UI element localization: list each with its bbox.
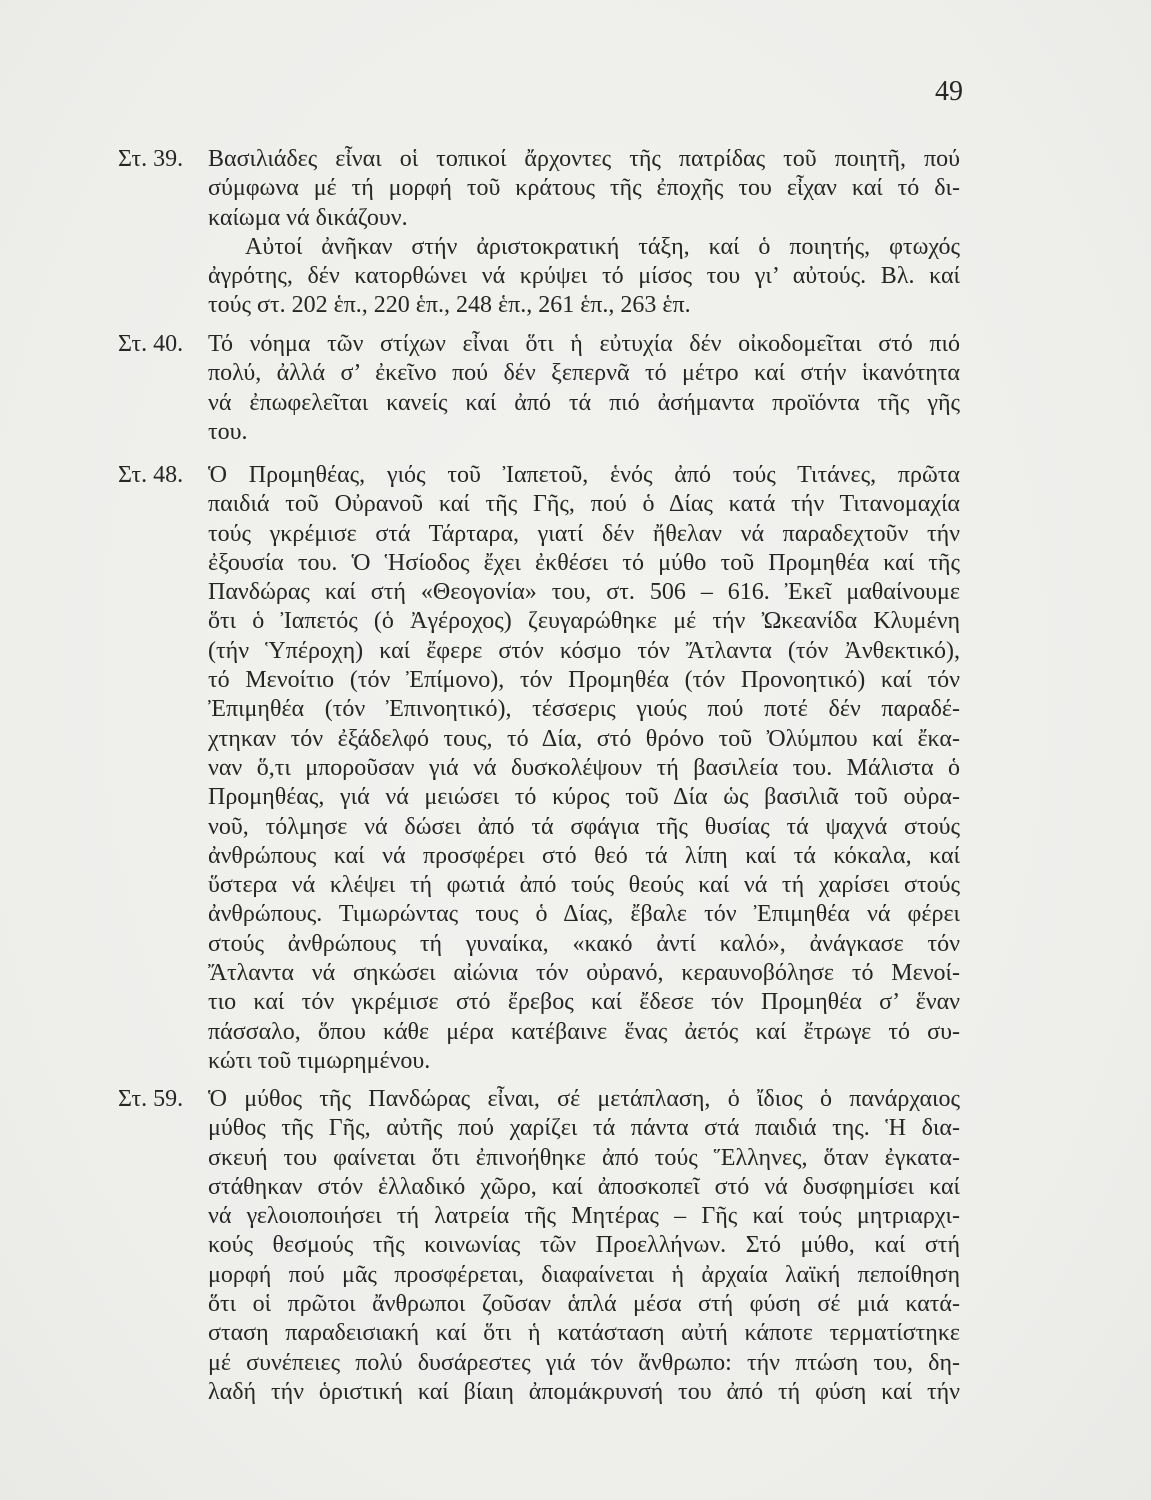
text-line: τό Μενοίτιο (τόν Ἐπίμονο), τόν Προμηθέα (τόν Προνοητικό) καί τόν (208, 667, 960, 694)
text-line: ἀνθρώπους. Τιμωρώντας τους ὁ Δίας, ἔβαλε τόν Ἐπιμηθέα νά φέρει (208, 901, 960, 928)
note-body (208, 145, 960, 321)
text-line: κούς θεσμούς τῆς κοινωνίας τῶν Προελλήνων. Στό μύθο, καί στή (208, 1232, 960, 1259)
note-paragraph (208, 233, 960, 321)
text-line: στούς ἀνθρώπους τή γυναίκα, «κακό ἀντί καλό», ἀνάγκασε τόν (208, 930, 960, 957)
note-paragraph (208, 461, 960, 1076)
text-line: ὅτι ὁ Ἰαπετός (ὁ Ἀγέροχος) ζευγαρώθηκε μέ τήν Ὠκεανίδα Κλυμένη (208, 608, 960, 635)
text-line: τούς γκρέμισε στά Τάρταρα, γιατί δέν ἤθελαν νά παραδεχτοῦν τήν (208, 520, 960, 547)
note-body (208, 461, 960, 1076)
text-line: Ἄτλαντα νά σηκώσει αἰώνια τόν οὐρανό, κεραυνοβόλησε τό Μενοί- (208, 960, 960, 987)
text-line: καίωμα νά δικάζουν. (208, 204, 408, 231)
text-line: σύμφωνα μέ τή μορφή τοῦ κράτους τῆς ἐποχῆς του εἶχαν καί τό δι- (208, 175, 960, 202)
note-verse-48 (118, 461, 960, 1076)
text-line: σταση παραδεισιακή καί ὅτι ἡ κατάσταση αὐτή κάποτε τερματίστηκε (208, 1320, 960, 1347)
note-verse-40 (118, 330, 960, 447)
text-line: παιδιά τοῦ Οὐρανοῦ καί τῆς Γῆς, πού ὁ Δίας κατά τήν Τιτανομαχία (208, 491, 960, 518)
text-line: ἀγρότης, δέν κατορθώνει νά κρύψει τό μίσος του γι’ αὐτούς. Βλ. καί (208, 263, 960, 290)
text-line: Ὁ Προμηθέας, γιός τοῦ Ἰαπετοῦ, ἑνός ἀπό τούς Τιτάνες, πρῶτα (208, 462, 960, 488)
text-line: λαδή τήν ὁριστική καί βίαιη ἀπομάκρυνσή του ἀπό τή φύση καί τήν (208, 1378, 960, 1405)
text-line: ἐξουσία του. Ὁ Ἡσίοδος ἔχει ἐκθέσει τό μύθο τοῦ Προμηθέα καί τῆς (208, 549, 960, 576)
text-line: κώτι τοῦ τιμωρημένου. (208, 1047, 431, 1074)
text-line: Προμηθέας, γιά νά μειώσει τό κύρος τοῦ Δία ὡς βασιλιᾶ τοῦ οὐρα- (208, 784, 960, 811)
text-line: Βασιλιάδες εἶναι οἱ τοπικοί ἄρχοντες τῆς πατρίδας τοῦ ποιητῆ, πού (208, 146, 960, 172)
text-line: πολύ, ἀλλά σ’ ἐκεῖνο πού δέν ξεπερνᾶ τό μέτρο καί στήν ἱκανότητα (208, 360, 960, 387)
note-label: Στ. 39. (118, 146, 184, 172)
note-body (208, 330, 960, 447)
text-line: μέ συνέπειες πολύ δυσάρεστες γιά τόν ἄνθρωπο: τήν πτώση του, δη- (208, 1349, 960, 1376)
text-line: ὅτι οἱ πρῶτοι ἄνθρωποι ζοῦσαν ἁπλά μέσα στή φύση σέ μιά κατά- (208, 1291, 960, 1318)
text-line: Ὁ μύθος τῆς Πανδώρας εἶναι, σέ μετάπλαση, ὁ ἴδιος ὁ πανάρχαιος (208, 1086, 960, 1112)
note-body (208, 1085, 960, 1407)
text-line: τούς στ. 202 ἑπ., 220 ἑπ., 248 ἑπ., 261 ἑπ., 263 ἑπ. (208, 292, 691, 319)
text-line: χτηκαν τόν ἐξάδελφό τους, τό Δία, στό θρόνο τοῦ Ὀλύμπου καί ἔκα- (208, 725, 960, 752)
text-line: Αὐτοί ἀνῆκαν στήν ἀριστοκρατική τάξη, καί ὁ ποιητής, φτωχός (245, 233, 960, 260)
note-verse-59 (118, 1085, 960, 1407)
note-verse-39 (118, 145, 960, 321)
note-paragraph (208, 330, 960, 447)
note-label: Στ. 59. (118, 1086, 184, 1112)
text-line: σκευή του φαίνεται ὅτι ἐπινοήθηκε ἀπό τούς Ἕλληνες, ὅταν ἐγκατα- (208, 1144, 960, 1171)
text-line: στάθηκαν στόν ἑλλαδικό χῶρο, καί ἀποσκοπεῖ στό νά δυσφημίσει καί (208, 1173, 960, 1200)
text-line: νοῦ, τόλμησε νά δώσει ἀπό τά σφάγια τῆς θυσίας τά ψαχνά στούς (208, 813, 960, 840)
text-line: ναν ὅ,τι μποροῦσαν γιά νά δυσκολέψουν τή βασιλεία του. Μάλιστα ὁ (208, 754, 960, 781)
text-line: (τήν Ὑπέροχη) καί ἔφερε στόν κόσμο τόν Ἄτλαντα (τόν Ἀνθεκτικό), (208, 637, 960, 664)
text-line: νά γελοιοποιήσει τή λατρεία τῆς Μητέρας – Γῆς καί τούς μητριαρχι- (208, 1203, 960, 1230)
text-line: πάσσαλο, ὅπου κάθε μέρα κατέβαινε ἕνας ἀετός καί ἔτρωγε τό συ- (208, 1018, 960, 1045)
text-line: μύθος τῆς Γῆς, αὐτῆς πού χαρίζει τά πάντα στά παιδιά της. Ἡ δια- (208, 1115, 960, 1142)
note-paragraph (208, 145, 960, 233)
note-label: Στ. 48. (118, 462, 184, 488)
text-line: Τό νόημα τῶν στίχων εἶναι ὅτι ἡ εὐτυχία δέν οἰκοδομεῖται στό πιό (208, 331, 960, 357)
note-label: Στ. 40. (118, 331, 184, 357)
text-line: ἀνθρώπους καί νά προσφέρει στό θεό τά λίπη καί τά κόκαλα, καί (208, 842, 960, 869)
text-line: ὕστερα νά κλέψει τή φωτιά ἀπό τούς θεούς καί νά τή χαρίσει στούς (208, 872, 960, 899)
note-paragraph (208, 1085, 960, 1407)
text-line: μορφή πού μᾶς προσφέρεται, διαφαίνεται ἡ ἀρχαία λαϊκή πεποίθηση (208, 1261, 960, 1288)
text-line: Πανδώρας καί στή «Θεογονία» του, στ. 506 – 616. Ἐκεῖ μαθαίνουμε (208, 579, 960, 606)
text-line: νά ἐπωφελεῖται κανείς καί ἀπό τά πιό ἀσήμαντα προϊόντα τῆς γῆς (208, 389, 960, 416)
page-number: 49 (935, 76, 963, 107)
text-line: τιο καί τόν γκρέμισε στό ἔρεβος καί ἔδεσε τόν Προμηθέα σ’ ἕναν (208, 989, 960, 1016)
text-line: Ἐπιμηθέα (τόν Ἐπινοητικό), τέσσερις γιούς πού ποτέ δέν παραδέ- (208, 696, 960, 723)
text-line: του. (208, 418, 248, 445)
